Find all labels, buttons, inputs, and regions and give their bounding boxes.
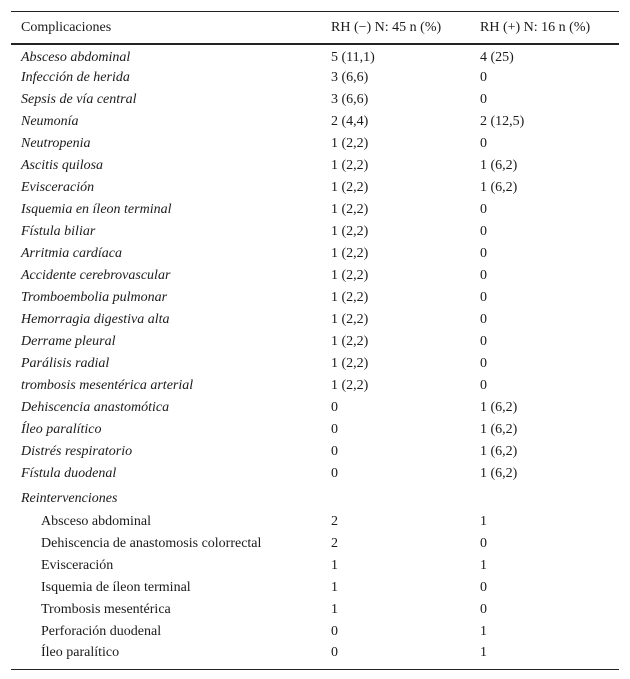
rh-positive-value: 0	[480, 334, 487, 349]
table-row	[11, 643, 619, 670]
rh-positive-value: 0	[480, 246, 487, 261]
table-row	[11, 265, 619, 287]
table-row	[11, 397, 619, 419]
rh-negative-value: 0	[321, 643, 470, 670]
table-row	[11, 577, 619, 599]
rh-negative-value: 2	[331, 536, 338, 551]
rh-positive-value: 1	[480, 514, 487, 529]
reinterventions-label: Reintervenciones	[21, 491, 118, 506]
rh-positive-value: 0	[480, 224, 487, 239]
table-row	[11, 243, 619, 265]
rh-negative-value: 1	[331, 558, 338, 573]
empty-cell	[321, 485, 470, 511]
complication-name: Accidente cerebrovascular	[21, 268, 171, 283]
rh-positive-value: 1	[480, 624, 487, 639]
rh-negative-value: 3 (6,6)	[331, 92, 369, 107]
rh-positive-value: 0	[480, 70, 487, 85]
rh-negative-value: 1 (2,2)	[331, 334, 369, 349]
rh-negative-value: 1 (2,2)	[331, 312, 369, 327]
rh-negative-value: 0	[331, 422, 338, 437]
table-body	[11, 44, 619, 670]
rh-negative-value: 0	[331, 400, 338, 415]
rh-positive-value: 0	[480, 268, 487, 283]
rh-positive-value: 1 (6,2)	[480, 422, 518, 437]
rh-negative-value: 1 (2,2)	[331, 202, 369, 217]
rh-positive-value: 1 (6,2)	[480, 444, 518, 459]
rh-negative-value: 1	[331, 602, 338, 617]
complication-name: Evisceración	[21, 180, 95, 195]
table-row	[11, 419, 619, 441]
rh-negative-value: 1	[331, 580, 338, 595]
rh-negative-value: 5 (11,1)	[331, 50, 375, 65]
rh-negative-value: 0	[331, 444, 338, 459]
rh-positive-value: 0	[480, 290, 487, 305]
section-header-row	[11, 485, 619, 511]
complication-name: Neutropenia	[21, 136, 91, 151]
complication-name: Distrés respiratorio	[21, 444, 133, 459]
rh-positive-value: 1 (6,2)	[480, 180, 518, 195]
table-row	[11, 67, 619, 89]
table-row	[11, 511, 619, 533]
complication-name: Sepsis de vía central	[21, 92, 137, 107]
header-complicaciones: Complicaciones	[11, 12, 321, 45]
complication-name: Fístula duodenal	[21, 466, 117, 481]
rh-negative-value: 1 (2,2)	[331, 356, 369, 371]
table-row	[11, 44, 619, 67]
complication-name: Isquemia en íleon terminal	[21, 202, 172, 217]
rh-negative-value: 2 (4,4)	[331, 114, 369, 129]
reintervention-name: Trombosis mesentérica	[41, 602, 171, 617]
rh-positive-value: 0	[480, 580, 487, 595]
rh-negative-value: 3 (6,6)	[331, 70, 369, 85]
table-row	[11, 111, 619, 133]
complications-table-container	[11, 11, 619, 670]
complication-name: Parálisis radial	[21, 356, 110, 371]
reintervention-name: Evisceración	[41, 558, 114, 573]
rh-positive-value: 1	[470, 643, 619, 670]
rh-negative-value: 1 (2,2)	[331, 158, 369, 173]
table-row	[11, 199, 619, 221]
rh-positive-value: 1	[480, 558, 487, 573]
rh-positive-value: 0	[480, 602, 487, 617]
complications-table	[11, 11, 619, 670]
rh-negative-value: 1 (2,2)	[331, 180, 369, 195]
table-row	[11, 221, 619, 243]
complication-name: Hemorragia digestiva alta	[21, 312, 170, 327]
table-row	[11, 287, 619, 309]
rh-negative-value: 1 (2,2)	[331, 268, 369, 283]
rh-positive-value: 1 (6,2)	[480, 466, 518, 481]
rh-negative-value: 1 (2,2)	[331, 246, 369, 261]
complication-name: Tromboembolia pulmonar	[21, 290, 168, 305]
reintervention-name: Absceso abdominal	[41, 514, 152, 529]
rh-negative-value: 1 (2,2)	[331, 136, 369, 151]
header-rh-positive: RH (+) N: 16 n (%)	[470, 12, 619, 45]
table-row	[11, 309, 619, 331]
rh-positive-value: 2 (12,5)	[480, 114, 525, 129]
table-row	[11, 555, 619, 577]
complication-name: Dehiscencia anastomótica	[21, 400, 170, 415]
complication-name: Derrame pleural	[21, 334, 116, 349]
rh-negative-value: 0	[331, 466, 338, 481]
complication-name: Neumonía	[21, 114, 79, 129]
rh-positive-value: 1 (6,2)	[480, 158, 518, 173]
reintervention-name: Perforación duodenal	[41, 624, 162, 639]
table-row	[11, 331, 619, 353]
complication-name: Íleo paralítico	[21, 422, 102, 437]
header-rh-negative: RH (−) N: 45 n (%)	[321, 12, 470, 45]
table-row	[11, 463, 619, 485]
rh-positive-value: 4 (25)	[480, 50, 514, 65]
rh-negative-value: 1 (2,2)	[331, 378, 369, 393]
table-header-row	[11, 12, 619, 45]
table-row	[11, 375, 619, 397]
rh-positive-value: 0	[480, 536, 487, 551]
rh-positive-value: 0	[480, 312, 487, 327]
rh-positive-value: 0	[480, 136, 487, 151]
reintervention-name: Dehiscencia de anastomosis colorrectal	[41, 536, 262, 551]
reintervention-name: Isquemia de íleon terminal	[41, 580, 191, 595]
rh-positive-value: 1 (6,2)	[480, 400, 518, 415]
table-row	[11, 177, 619, 199]
rh-positive-value: 0	[480, 92, 487, 107]
table-row	[11, 533, 619, 555]
rh-positive-value: 0	[480, 202, 487, 217]
complication-name: Fístula biliar	[21, 224, 96, 239]
table-row	[11, 133, 619, 155]
table-row	[11, 621, 619, 643]
rh-negative-value: 0	[331, 624, 338, 639]
rh-positive-value: 0	[480, 378, 487, 393]
complication-name: Ascitis quilosa	[21, 158, 104, 173]
complication-name: Arritmia cardíaca	[21, 246, 122, 261]
table-row	[11, 353, 619, 375]
rh-negative-value: 2	[331, 514, 338, 529]
empty-cell	[470, 485, 619, 511]
table-row	[11, 155, 619, 177]
rh-negative-value: 1 (2,2)	[331, 224, 369, 239]
complication-name: Absceso abdominal	[21, 50, 131, 65]
table-row	[11, 441, 619, 463]
rh-positive-value: 0	[480, 356, 487, 371]
complication-name: trombosis mesentérica arterial	[21, 378, 194, 393]
table-row	[11, 89, 619, 111]
reintervention-name: Íleo paralítico	[11, 643, 321, 670]
table-row	[11, 599, 619, 621]
rh-negative-value: 1 (2,2)	[331, 290, 369, 305]
complication-name: Infección de herida	[21, 70, 130, 85]
